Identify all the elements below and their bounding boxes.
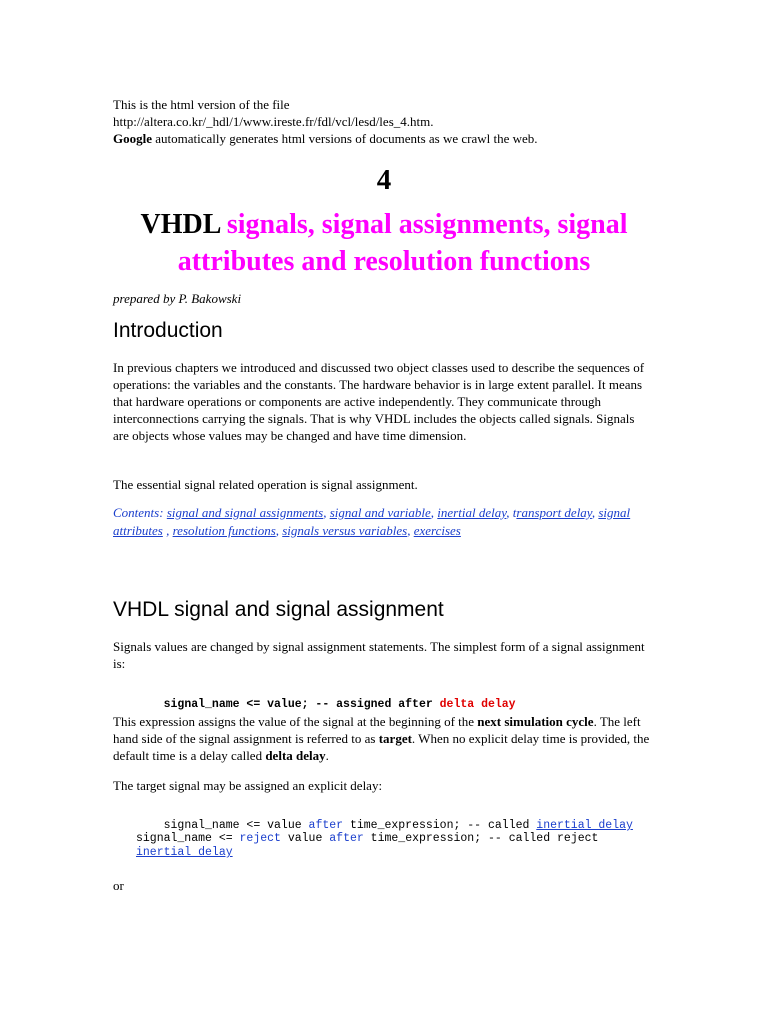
link-signal-attributes[interactable]: signal attributes [113, 505, 631, 538]
code2-inertial-delay-link[interactable]: inertial delay [536, 819, 633, 832]
chapter-number: 4 [376, 164, 392, 196]
section-paragraph-1: Signals values are changed by signal assignment statements. The simplest form of a signal assignment is: [113, 639, 645, 671]
chapter-title-vhdl: VHDL [140, 209, 220, 240]
chapter-title [100, 206, 668, 280]
essential-sentence: The essential signal related operation is signal assignment. [113, 477, 418, 492]
code3-a: signal_name <= [136, 832, 240, 845]
chapter-title-rest: signals, signal assignments, signal attributes and resolution functions [177, 209, 628, 277]
link-signal-and-signal-assignments[interactable]: signal and signal assignments [166, 505, 324, 520]
code-reject-inertial-assignment [136, 832, 656, 860]
link-signals-versus-variables[interactable]: signals versus variables [282, 523, 408, 538]
code2-after-keyword: after [308, 819, 344, 832]
p2-target: target [378, 731, 412, 746]
header-line-3-rest: automatically generates html versions of documents as we crawl the web. [152, 131, 538, 146]
code3-inertial-delay-link[interactable]: inertial delay [136, 846, 233, 859]
contents-links: Contents: signal and signal assignments, signal and variable, inertial delay, transport delay, signal attributes , resolution functions, signals versus variables, exercises [113, 505, 631, 538]
link-transport-delay[interactable]: ransport delay [516, 505, 592, 520]
code2-b: time_expression; -- called [343, 819, 537, 832]
code3-reject-keyword: reject [239, 832, 281, 845]
introduction-paragraph: In previous chapters we introduced and discussed two object classes used to describe the sequences of operations: the variables and the constants. The hardware behavior is in large extent parallel. It means that hardware operations or components are active independently. They communicate through interconnections carrying the signals. That is why VHDL includes the objects called signals. Signals are objects whose values may be changed and have time dimension. [113, 360, 645, 443]
header-line-1: This is the html version of the file [113, 97, 290, 112]
introduction-heading: Introduction [113, 319, 223, 342]
p2-c: . The left hand side of the signal assignment is referred to as [113, 714, 641, 746]
google-label: Google [113, 131, 152, 146]
code1-delta-delay: delta delay [439, 698, 516, 711]
p2-a: This expression assigns the value of the signal at the beginning of the [113, 714, 478, 729]
code3-b: value [280, 832, 330, 845]
code3-c: time_expression; -- called reject [363, 832, 606, 845]
link-resolution-functions[interactable]: resolution functions [172, 523, 276, 538]
p2-next-simulation-cycle: next simulation cycle [477, 714, 594, 729]
code2-a: signal_name <= value [163, 819, 309, 832]
p2-delta-delay: delta delay [265, 748, 326, 763]
link-exercises[interactable]: exercises [413, 523, 461, 538]
header-line-3 [113, 130, 653, 147]
contents-label: Contents: [113, 505, 164, 520]
link-inertial-delay[interactable]: inertial delay [437, 505, 507, 520]
p2-e: . When no explicit delay time is provided, the default time is a delay called [113, 731, 650, 763]
contents-t-prefix: t [512, 505, 517, 520]
cache-header-note [113, 96, 653, 147]
section-paragraph-2 [113, 713, 653, 764]
or-word: or [113, 878, 124, 893]
p2-g: . [325, 748, 329, 763]
code3-after-keyword: after [329, 832, 364, 845]
link-signal-and-variable[interactable]: signal and variable [329, 505, 431, 520]
header-source-url: http://altera.co.kr/_hdl/1/www.ireste.fr/fdl/vcl/lesd/les_4.htm. [113, 114, 434, 129]
author-line: prepared by P. Bakowski [113, 291, 242, 306]
section-heading: VHDL signal and signal assignment [113, 598, 444, 621]
code1-main: signal_name <= value; -- assigned after [163, 698, 440, 711]
section-paragraph-3: The target signal may be assigned an explicit delay: [113, 778, 383, 793]
